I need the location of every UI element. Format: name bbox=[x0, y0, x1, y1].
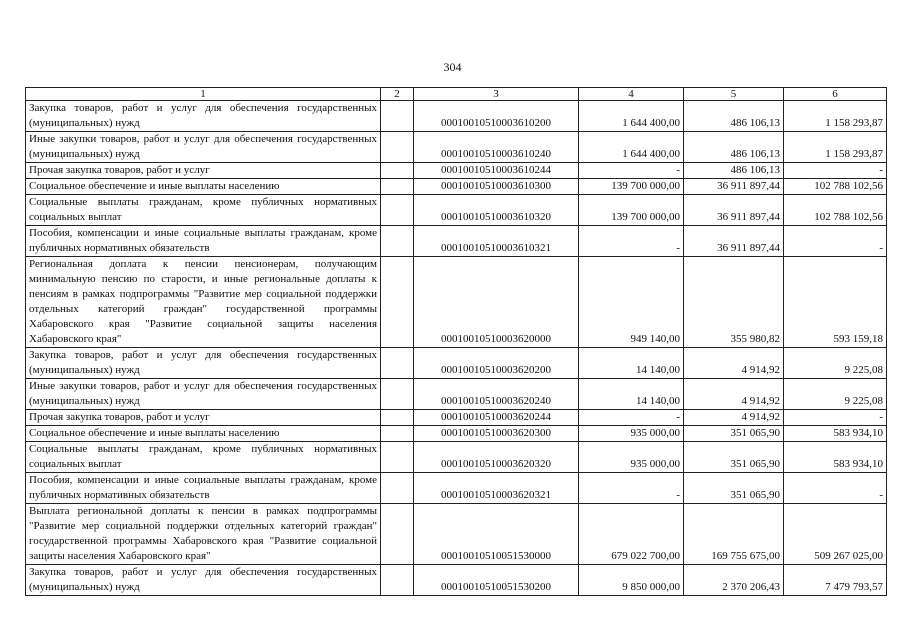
row-approved-amount: 949 140,00 bbox=[579, 257, 684, 348]
row-remaining-amount: - bbox=[784, 163, 887, 179]
row-executed-amount: 4 914,92 bbox=[684, 410, 784, 426]
row-column-2 bbox=[381, 565, 414, 596]
row-remaining-amount: 593 159,18 bbox=[784, 257, 887, 348]
budget-table bbox=[25, 87, 887, 596]
row-code: 00010010510003620320 bbox=[414, 442, 579, 473]
row-remaining-amount: 102 788 102,56 bbox=[784, 179, 887, 195]
row-description: Социальное обеспечение и иные выплаты населению bbox=[26, 179, 381, 195]
table-row bbox=[26, 163, 887, 179]
row-approved-amount: - bbox=[579, 473, 684, 504]
row-description: Социальные выплаты гражданам, кроме публичных нормативных социальных выплат bbox=[26, 195, 381, 226]
row-executed-amount: 2 370 206,43 bbox=[684, 565, 784, 596]
row-code: 00010010510003610244 bbox=[414, 163, 579, 179]
row-approved-amount: 935 000,00 bbox=[579, 442, 684, 473]
row-code: 00010010510003620240 bbox=[414, 379, 579, 410]
row-remaining-amount: 583 934,10 bbox=[784, 442, 887, 473]
row-approved-amount: 14 140,00 bbox=[579, 379, 684, 410]
row-executed-amount: 351 065,90 bbox=[684, 442, 784, 473]
table-row bbox=[26, 565, 887, 596]
row-approved-amount: 1 644 400,00 bbox=[579, 101, 684, 132]
row-description: Иные закупки товаров, работ и услуг для обеспечения государственных (муниципальных) нужд bbox=[26, 132, 381, 163]
row-approved-amount: 9 850 000,00 bbox=[579, 565, 684, 596]
row-column-2 bbox=[381, 132, 414, 163]
row-code: 00010010510003620244 bbox=[414, 410, 579, 426]
column-header-6: 6 bbox=[784, 88, 887, 101]
row-approved-amount: - bbox=[579, 410, 684, 426]
row-code: 00010010510003610200 bbox=[414, 101, 579, 132]
row-column-2 bbox=[381, 195, 414, 226]
row-code: 00010010510003620200 bbox=[414, 348, 579, 379]
row-remaining-amount: - bbox=[784, 473, 887, 504]
row-code: 00010010510003610240 bbox=[414, 132, 579, 163]
row-remaining-amount: 102 788 102,56 bbox=[784, 195, 887, 226]
row-description: Пособия, компенсации и иные социальные выплаты гражданам, кроме публичных нормативных обязательств bbox=[26, 226, 381, 257]
table-row bbox=[26, 442, 887, 473]
row-remaining-amount: 1 158 293,87 bbox=[784, 101, 887, 132]
row-column-2 bbox=[381, 179, 414, 195]
row-executed-amount: 4 914,92 bbox=[684, 379, 784, 410]
column-header-2: 2 bbox=[381, 88, 414, 101]
table-row bbox=[26, 410, 887, 426]
row-remaining-amount: - bbox=[784, 410, 887, 426]
row-remaining-amount: 7 479 793,57 bbox=[784, 565, 887, 596]
row-description: Прочая закупка товаров, работ и услуг bbox=[26, 163, 381, 179]
row-description: Закупка товаров, работ и услуг для обеспечения государственных (муниципальных) нужд bbox=[26, 565, 381, 596]
row-remaining-amount: 509 267 025,00 bbox=[784, 504, 887, 565]
row-description: Социальные выплаты гражданам, кроме публичных нормативных социальных выплат bbox=[26, 442, 381, 473]
row-remaining-amount: 583 934,10 bbox=[784, 426, 887, 442]
table-row bbox=[26, 473, 887, 504]
header-row bbox=[26, 88, 887, 101]
table-row bbox=[26, 379, 887, 410]
table-row bbox=[26, 426, 887, 442]
row-column-2 bbox=[381, 257, 414, 348]
row-code: 00010010510003620300 bbox=[414, 426, 579, 442]
table-row bbox=[26, 179, 887, 195]
row-executed-amount: 355 980,82 bbox=[684, 257, 784, 348]
table-row bbox=[26, 226, 887, 257]
table-row bbox=[26, 348, 887, 379]
row-remaining-amount: 9 225,08 bbox=[784, 348, 887, 379]
row-description: Иные закупки товаров, работ и услуг для обеспечения государственных (муниципальных) нужд bbox=[26, 379, 381, 410]
row-description: Выплата региональной доплаты к пенсии в рамках подпрограммы "Развитие мер социальной поддержки отдельных категорий граждан" государственной программы Хабаровского края "Развитие социальной защиты населения Хабаровского края" bbox=[26, 504, 381, 565]
table-row bbox=[26, 195, 887, 226]
column-header-3: 3 bbox=[414, 88, 579, 101]
table-row bbox=[26, 101, 887, 132]
table-row bbox=[26, 132, 887, 163]
row-remaining-amount: - bbox=[784, 226, 887, 257]
table-body bbox=[26, 101, 887, 596]
row-column-2 bbox=[381, 426, 414, 442]
row-executed-amount: 4 914,92 bbox=[684, 348, 784, 379]
column-header-4: 4 bbox=[579, 88, 684, 101]
row-remaining-amount: 9 225,08 bbox=[784, 379, 887, 410]
row-executed-amount: 486 106,13 bbox=[684, 132, 784, 163]
row-approved-amount: - bbox=[579, 163, 684, 179]
column-header-1: 1 bbox=[26, 88, 381, 101]
row-executed-amount: 486 106,13 bbox=[684, 101, 784, 132]
row-executed-amount: 36 911 897,44 bbox=[684, 195, 784, 226]
row-executed-amount: 486 106,13 bbox=[684, 163, 784, 179]
row-code: 00010010510051530000 bbox=[414, 504, 579, 565]
row-column-2 bbox=[381, 226, 414, 257]
row-executed-amount: 36 911 897,44 bbox=[684, 179, 784, 195]
row-column-2 bbox=[381, 379, 414, 410]
row-column-2 bbox=[381, 473, 414, 504]
row-description: Региональная доплата к пенсии пенсионерам, получающим минимальную пенсию по старости, и иные региональные доплаты к пенсиям в рамках подпрограммы "Развитие мер социальной поддержки отдельных категорий граждан" государственной программы Хабаровского края "Развитие социальной защиты населения Хабаровского края" bbox=[26, 257, 381, 348]
row-executed-amount: 169 755 675,00 bbox=[684, 504, 784, 565]
row-approved-amount: 935 000,00 bbox=[579, 426, 684, 442]
row-approved-amount: 679 022 700,00 bbox=[579, 504, 684, 565]
row-code: 00010010510003610320 bbox=[414, 195, 579, 226]
row-code: 00010010510003610300 bbox=[414, 179, 579, 195]
row-description: Социальное обеспечение и иные выплаты населению bbox=[26, 426, 381, 442]
row-code: 00010010510003620321 bbox=[414, 473, 579, 504]
table-row bbox=[26, 257, 887, 348]
row-column-2 bbox=[381, 442, 414, 473]
row-approved-amount: 139 700 000,00 bbox=[579, 195, 684, 226]
row-column-2 bbox=[381, 348, 414, 379]
row-column-2 bbox=[381, 504, 414, 565]
row-executed-amount: 351 065,90 bbox=[684, 426, 784, 442]
column-header-5: 5 bbox=[684, 88, 784, 101]
row-approved-amount: 14 140,00 bbox=[579, 348, 684, 379]
row-approved-amount: 139 700 000,00 bbox=[579, 179, 684, 195]
row-remaining-amount: 1 158 293,87 bbox=[784, 132, 887, 163]
row-description: Пособия, компенсации и иные социальные выплаты гражданам, кроме публичных нормативных обязательств bbox=[26, 473, 381, 504]
row-executed-amount: 36 911 897,44 bbox=[684, 226, 784, 257]
row-code: 00010010510003610321 bbox=[414, 226, 579, 257]
row-code: 00010010510003620000 bbox=[414, 257, 579, 348]
page-number: 304 bbox=[443, 60, 462, 74]
row-description: Закупка товаров, работ и услуг для обеспечения государственных (муниципальных) нужд bbox=[26, 101, 381, 132]
row-code: 00010010510051530200 bbox=[414, 565, 579, 596]
row-approved-amount: 1 644 400,00 bbox=[579, 132, 684, 163]
row-description: Закупка товаров, работ и услуг для обеспечения государственных (муниципальных) нужд bbox=[26, 348, 381, 379]
row-executed-amount: 351 065,90 bbox=[684, 473, 784, 504]
row-column-2 bbox=[381, 101, 414, 132]
table-row bbox=[26, 504, 887, 565]
row-column-2 bbox=[381, 410, 414, 426]
row-description: Прочая закупка товаров, работ и услуг bbox=[26, 410, 381, 426]
row-column-2 bbox=[381, 163, 414, 179]
row-approved-amount: - bbox=[579, 226, 684, 257]
